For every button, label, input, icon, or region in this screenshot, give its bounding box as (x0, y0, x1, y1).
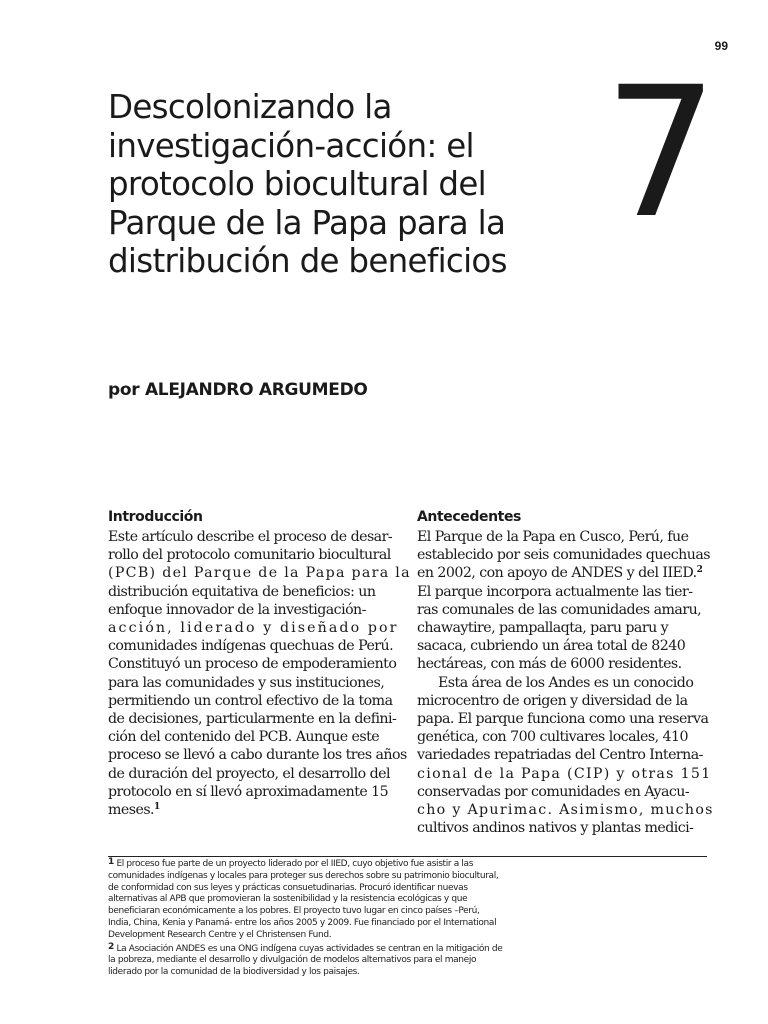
text-line: microcentro de origen y diversidad de la (417, 692, 688, 709)
footnote-line: beneficiaran económicamente a los pobres. El proyecto tuvo lugar en cinco países –Perú, (108, 906, 480, 917)
text-line: de duración del proyecto, el desarrollo del (108, 765, 390, 782)
text-line: Este artículo describe el proceso de desar- (108, 529, 393, 545)
text-line: variedades repatriadas del Centro Interna- (417, 747, 703, 764)
footnotes (108, 856, 707, 979)
chapter-title-line: Descolonizando la (108, 88, 392, 126)
text-line: acción, liderado y diseñado por (108, 620, 399, 637)
chapter-title-line: Parque de la Papa para la (108, 203, 506, 242)
footnote-mark: 2 (108, 941, 114, 952)
antecedentes-section (417, 507, 714, 837)
text-line-content: en 2002, con apoyo de ANDES y del IIED. (417, 565, 697, 582)
chapter-title-line: investigación-acción: el (108, 126, 474, 165)
text-line: protocolo en sí llevó aproximadamente 15 (108, 783, 389, 800)
text-line (108, 801, 398, 819)
footnote-text: La Asociación ANDES es una ONG indígena cuyas actividades se centran en la mitigación de (116, 943, 503, 954)
footnote-line: la pobreza, mediante el desarrollo y divulgación de modelos alternativos para el manejo (108, 955, 477, 966)
footnote-line: comunidades indígenas y locales para proteger sus derechos sobre su patrimonio biocultural, (108, 870, 499, 881)
footnote-text: El proceso fue parte de un proyecto liderado por el IIED, cuyo objetivo fue asistir a las (116, 859, 474, 869)
footnote-1 (108, 857, 707, 942)
text-line: El Parque de la Papa en Cusco, Perú, fue (417, 529, 689, 545)
chapter-title-line: protocolo biocultural del (108, 165, 486, 203)
text-line: papa. El parque funciona como una reserva (417, 711, 709, 728)
footnote-line: alternativas al APB que promovieran la sostenibilidad y la resistencia ecológicas y que (108, 894, 468, 905)
footnote-mark: 1 (108, 857, 114, 867)
text-line: comunidades indígenas quechuas de Perú. (108, 638, 394, 655)
text-line: sacaca, cubriendo un área total de 8240 (417, 638, 686, 655)
text-line: Constituyó un proceso de empoderamiento (108, 656, 397, 673)
text-line: ción del contenido del PCB. Aunque este (108, 729, 380, 746)
introduccion-section (108, 507, 411, 819)
chapter-number: 7 (603, 49, 713, 258)
section-heading-introduccion: Introducción (108, 509, 203, 525)
text-line: cultivos andinos nativos y plantas medici- (417, 820, 694, 837)
footnote-line: Development Research Centre y el Christensen Fund. (108, 929, 332, 940)
footnote-ref[interactable]: 1 (154, 802, 161, 813)
footnote-line (108, 942, 707, 956)
text-line: Esta área de los Andes es un conocido (438, 674, 694, 691)
text-line: ras comunales de las comunidades amaru, (417, 601, 702, 618)
text-line: de decisiones, particularmente en la defini- (108, 711, 397, 728)
text-line: El parque incorpora actualmente las tier- (417, 583, 693, 600)
text-line: para las comunidades y sus instituciones, (108, 674, 385, 691)
text-line: chawaytire, pampallaqta, paru paru y (417, 620, 669, 637)
chapter-title (108, 88, 578, 281)
introduccion-body (108, 528, 411, 819)
section-heading-antecedentes: Antecedentes (417, 509, 521, 525)
footnote-line: liderado por la comunidad de la biodiversidad y los paisajes. (108, 967, 360, 978)
text-line: enfoque innovador de la investigación- (108, 601, 366, 618)
chapter-title-line: distribución de beneficios (108, 242, 507, 280)
text-line (417, 564, 707, 582)
page-number: 99 (714, 39, 728, 53)
text-line: distribución equitativa de beneficios: un (108, 583, 376, 600)
footnote-line (108, 857, 707, 871)
antecedentes-body (417, 528, 714, 837)
text-line: cional de la Papa (CIP) y otras 151 (417, 765, 712, 782)
footnote-2 (108, 942, 707, 979)
author-byline: por ALEJANDRO ARGUMEDO (108, 380, 368, 400)
text-line: cho y Apurimac. Asimismo, muchos (417, 802, 714, 819)
text-line: conservadas por comunidades en Ayacu- (417, 783, 690, 800)
footnote-line: India, China, Kenia y Panamá- entre los años 2005 y 2009. Fue financiado por el International (108, 917, 497, 928)
text-line: hectáreas, con más de 6000 residentes. (417, 656, 682, 673)
text-line: establecido por seis comunidades quechuas (417, 547, 710, 564)
text-line: rollo del protocolo comunitario biocultural (108, 547, 391, 564)
footnote-ref[interactable]: 2 (696, 565, 703, 576)
text-line: genética, con 700 cultivares locales, 410 (417, 729, 688, 746)
text-line: (PCB) del Parque de la Papa para la (108, 565, 411, 582)
footnote-line: de conformidad con sus leyes y prácticas consuetudinarias. Procuró identificar nuevas (108, 882, 468, 893)
text-line: permitiendo un control efectivo de la toma (108, 692, 393, 709)
text-line: proceso se llevó a cabo durante los tres años (108, 747, 407, 764)
text-line-content: meses. (108, 802, 155, 819)
